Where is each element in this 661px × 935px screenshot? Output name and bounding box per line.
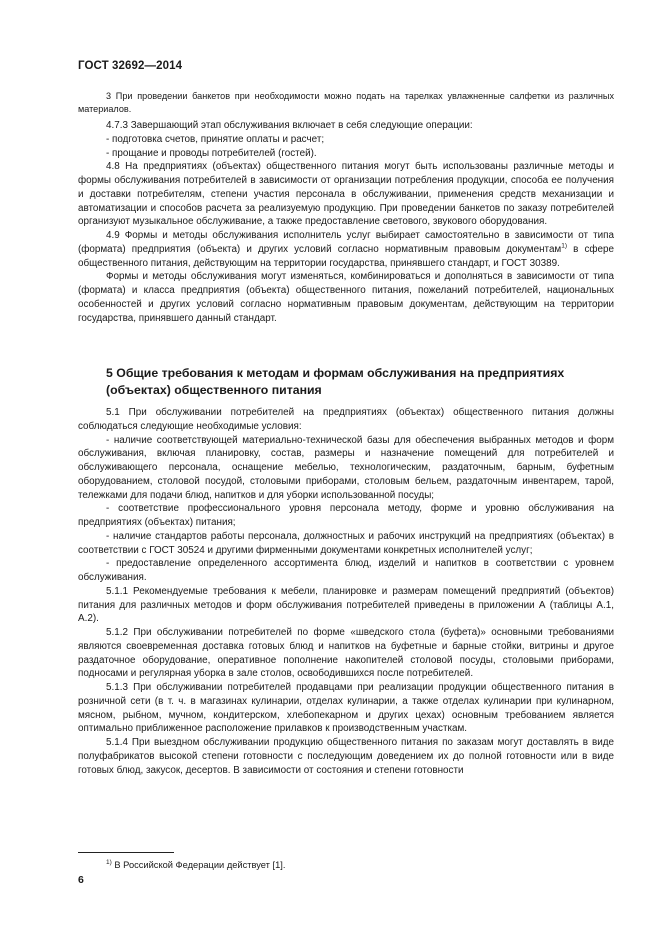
paragraph-5-1-2: 5.1.2 При обслуживании потребителей по форме «шведского стола (буфета)» основными требованиями являются своевременная доставка готовых блюд и напитков на буфетные и барные стойки, витрины и другое раздаточное оборудование, оперативное пополнение накопителей столовой посуды, столовыми приборами, подносами и регулярная уборка в зале столов, освободившихся после потребителей. [78, 627, 614, 680]
paragraph-4-7-3: 4.7.3 Завершающий этап обслуживания включает в себя следующие операции: [106, 120, 473, 132]
footnote-ref: 1) [561, 242, 567, 250]
standard-header: ГОСТ 32692—2014 [78, 60, 183, 72]
paragraph-4-9: 4.9 Формы и методы обслуживания исполнитель услуг выбирает самостоятельно в зависимости от типа (формата) предприятия (объекта) и других условий согласно нормативным правовым документам$^{1)}$ в сфере общественного питания, действующим на территории государства, принявшего стандарт, и ГОСТ 30389. [78, 230, 614, 269]
paragraph-4-8: 4.8 На предприятиях (объектах) общественного питания могут быть использованы различные методы и формы обслуживания потребителей в зависимости от организации потребления продукции, способа ее получения и доставки потребителям, степени участия персонала в обслуживании, применения средств механизации и автоматизации и способов расчета за реализуемую продукцию. При проведении банкетов по заказу потребителей организуют музыкальное обслуживание, а также предоставление светового, звукового оборудования. [78, 161, 614, 228]
list-item: - прощание и проводы потребителей (гостей). [106, 147, 317, 159]
list-item: - наличие соответствующей материально-технической базы для обеспечения выбранных методов и форм обслуживания, включая планировку, состав, размеры и назначение помещений для потребителей и обслуживающего персонала, оснащение мебелью, технологическим, раздаточным, барным, буфетным оборудованием, столовой посудой, столовыми приборами, столовым бельем, раздаточным инвентарем, тарой, тележками для подачи блюд, напитков и для уборки использованной посуды; [78, 434, 614, 501]
top-text-block [78, 90, 614, 325]
list-item: - наличие стандартов работы персонала, должностных и рабочих инструкций на предприятиях (объектах) в соответствии с ГОСТ 30524 и другими фирменными документами конкретных исполнителей услуг; [78, 530, 614, 556]
paragraph-5-1-4: 5.1.4 При выездном обслуживании продукцию общественного питания по заказам могут доставлять в виде полуфабрикатов высокой степени готовности с последующим доведением их до полной готовности или в виде готовых блюд, закусок, десертов. В зависимости от состояния и степени готовности [78, 737, 614, 776]
list-item: - соответствие профессионального уровня персонала методу, форме и уровню обслуживания на предприятиях (объектах) питания; [78, 503, 614, 528]
footnote [106, 857, 285, 871]
footnote-mark: 1) [106, 859, 112, 866]
section-5-title: 5 Общие требования к методам и формам обслуживания на предприятиях (объектах) общественного питания [106, 366, 565, 397]
list-item: - предоставление определенного ассортимента блюд, изделий и напитков в соответствии с уровнем обслуживания. [78, 558, 614, 583]
note-3: 3 При проведении банкетов при необходимости можно подать на тарелках увлажненные салфетки из различных материалов. [78, 91, 614, 114]
paragraph-5-1: 5.1 При обслуживании потребителей на предприятиях (объектах) общественного питания должны соблюдаться следующие необходимые условия: [78, 407, 614, 432]
bottom-text-block [78, 406, 614, 777]
footnote-text: В Российской Федерации действует [1]. [111, 860, 286, 871]
paragraph-5-1-1: 5.1.1 Рекомендуемые требования к мебели, планировке и размерам помещений предприятий (объектов) питания для различных методов и форм обслуживания потребителей приведены в приложении А (таблицы А.1, А.2). [78, 585, 614, 625]
footnote-divider [78, 852, 174, 853]
list-item: - подготовка счетов, принятие оплаты и расчет; [106, 133, 325, 145]
page-number: 6 [78, 874, 84, 886]
paragraph-4-9-cont: Формы и методы обслуживания могут изменяться, комбинироваться и дополняться в зависимости от типа (формата) и класса предприятия (объекта) общественного питания, пожеланий потребителей, национальных особенностей и других условий согласно нормативным правовым документам, действующим на территории государства, принявшего данный стандарт. [78, 271, 614, 324]
paragraph-5-1-3: 5.1.3 При обслуживании потребителей продавцами при реализации продукции общественного питания в розничной сети (в т. ч. в магазинах кулинарии, отделах кулинарии, а также отделах кулинарии при кулинарном, мясном, рыбном, мучном, кондитерском, хлебопекарном и других цехах) основным требованием является оптимально приближенное расположение прилавков к производственным участкам. [78, 682, 614, 735]
